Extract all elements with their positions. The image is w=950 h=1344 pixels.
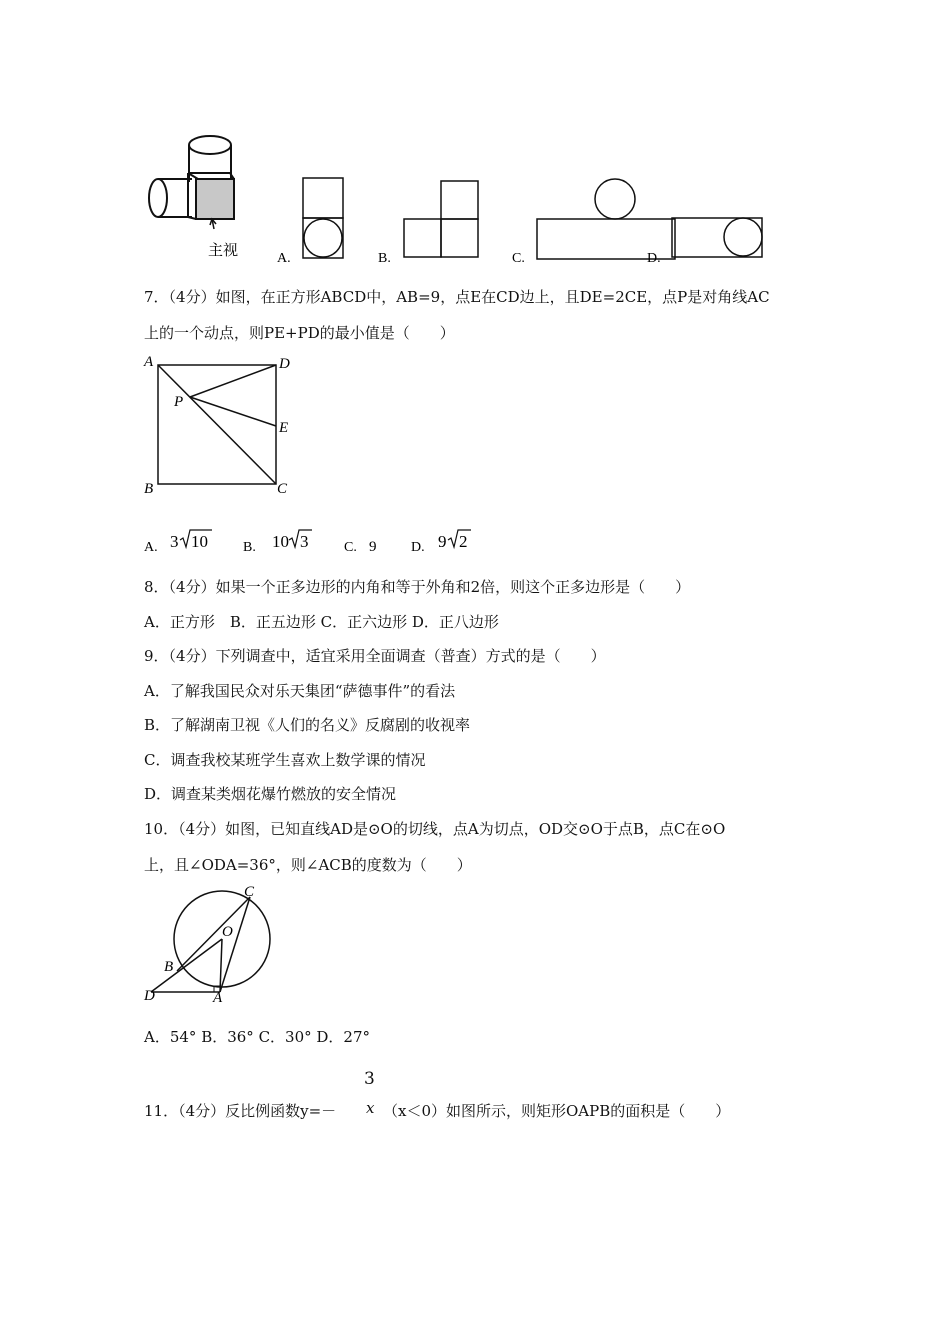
q6-option-c-figure: [537, 179, 675, 259]
q7-options: [140, 525, 500, 559]
q10-label-a: A: [213, 990, 223, 1005]
q7-option-a-radicand: 10: [191, 532, 208, 551]
q11-stem-suffix: （x＜0）如图所示，则矩形OAPB的面积是（ ）: [383, 1102, 731, 1120]
q9-option-a: A．了解我国民众对乐天集团“萨德事件”的看法: [144, 682, 456, 700]
q7-label-c: C: [277, 481, 288, 497]
q7-option-a-label: A.: [144, 540, 158, 555]
q6-main-view-label: 主视: [208, 243, 239, 259]
q7-label-a: A: [144, 354, 154, 370]
q6-option-b-figure: [404, 181, 478, 257]
q11-fraction-denominator: x: [366, 1099, 375, 1117]
q7-segment-pd: [190, 365, 276, 397]
q10-radius-oa: [220, 939, 222, 992]
q10-label-d: D: [144, 988, 155, 1004]
q7-diagonal-ac: [158, 365, 276, 484]
q7-label-p: P: [174, 394, 184, 410]
q7-label-b: B: [144, 481, 154, 497]
q6-option-d-label: D.: [647, 251, 661, 266]
q7-label-d: D: [279, 356, 290, 372]
q7-figure-square: [140, 350, 300, 500]
q10-label-c: C: [244, 884, 255, 900]
q7-option-b-radicand: 3: [300, 532, 309, 551]
q7-option-c-label: C.: [344, 540, 357, 555]
q9-option-c: C．调查我校某班学生喜欢上数学课的情况: [144, 751, 426, 769]
q7-option-b-label: B.: [243, 540, 256, 555]
q10-label-b: B: [164, 959, 174, 975]
q10-figure-circle: [140, 880, 300, 1005]
q7-option-a-coef: 3: [170, 532, 179, 551]
q7-stem-line1: 7．（4分）如图，在正方形ABCD中，AB=9，点E在CD边上，且DE=2CE，点P是对角线AC: [144, 288, 770, 306]
q7-option-c-value: 9: [369, 539, 377, 555]
q8-options: A．正方形 B．正五边形 C．正六边形 D．正八边形: [144, 613, 499, 631]
q8-stem: 8．（4分）如果一个正多边形的内角和等于外角和2倍，则这个正多边形是（ ）: [144, 578, 691, 596]
q10-stem-line2: 上，且∠ODA=36°，则∠ACB的度数为（ ）: [144, 856, 472, 874]
q9-stem: 9．（4分）下列调查中，适宜采用全面调查（普查）方式的是（ ）: [144, 647, 606, 665]
q6-option-a-label: A.: [277, 251, 291, 266]
q11-fraction-numerator: 3: [364, 1069, 375, 1089]
q7-option-b-coef: 10: [272, 532, 289, 551]
q9-option-d: D．调查某类烟花爆竹燃放的安全情况: [144, 785, 397, 803]
q10-line-od: [151, 939, 222, 992]
q7-label-e: E: [279, 420, 289, 436]
q7-option-d-label: D.: [411, 540, 425, 555]
q6-option-b-label: B.: [378, 251, 391, 266]
q7-option-d-radicand: 2: [459, 532, 468, 551]
q11-stem-prefix: 11．（4分）反比例函数y=－: [144, 1102, 337, 1120]
q6-option-c-label: C.: [512, 251, 525, 266]
q6-option-a-figure: [303, 178, 343, 258]
q6-solid-object: [149, 136, 234, 229]
q6-figure-row: [140, 125, 780, 270]
q10-stem-line1: 10．（4分）如图，已知直线AD是⊙O的切线，点A为切点，OD交⊙O于点B，点C在⊙O: [144, 820, 726, 838]
q6-option-d-figure: [672, 218, 762, 257]
q7-option-d-coef: 9: [438, 532, 447, 551]
q10-label-o: O: [222, 924, 233, 940]
q10-options: A．54° B．36° C．30° D．27°: [144, 1028, 371, 1046]
q7-stem-line2: 上的一个动点，则PE+PD的最小值是（ ）: [144, 324, 455, 342]
q7-segment-pe: [190, 397, 276, 426]
q9-option-b: B．了解湖南卫视《人们的名义》反腐剧的收视率: [144, 716, 471, 734]
